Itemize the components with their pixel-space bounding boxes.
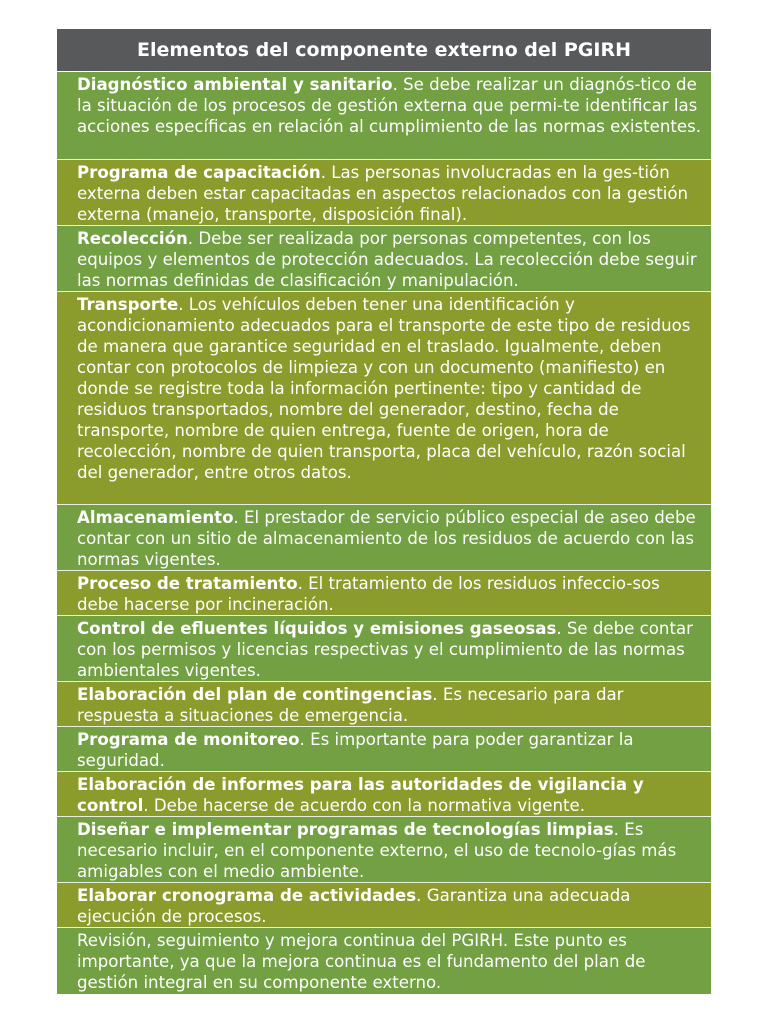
row-text: . Es importante para poder garantizar la seguridad. bbox=[77, 730, 634, 770]
row-text: . Los vehículos deben tener una identificación y acondicionamiento adecuados para el transporte de este tipo de residuos de manera que garantice seguridad en el traslado. Igualmente, deben contar con protocolos de limpieza y con un documento (manifiesto) en donde se registre toda la información pertinente: tipo y cantidad de residuos transportados, nombre del generador, destino, fecha de transporte, nombre de quien entrega, fuente de origen, hora de recolección, nombre de quien transporta, placa del vehículo, razón social del generador, entre otros datos. bbox=[77, 295, 691, 482]
table-header: Elementos del componente externo del PGIRH bbox=[57, 29, 711, 72]
table-row bbox=[57, 292, 711, 505]
row-text: . Debe ser realizada por personas competentes, con los equipos y elementos de protección adecuados. La recolección debe seguir las normas definidas de clasificación y manipulación. bbox=[77, 229, 697, 290]
row-term: Almacenamiento bbox=[77, 508, 234, 527]
row-term: Recolección bbox=[77, 229, 188, 248]
table-row bbox=[57, 571, 711, 616]
table-row bbox=[57, 772, 711, 817]
table-row bbox=[57, 616, 711, 682]
row-term: Elaboración del plan de contingencias bbox=[77, 685, 433, 704]
table-row bbox=[57, 226, 711, 292]
row-term: Proceso de tratamiento bbox=[77, 574, 298, 593]
table-row bbox=[57, 928, 711, 994]
table-row bbox=[57, 682, 711, 727]
row-term: Diseñar e implementar programas de tecnologías limpias bbox=[77, 820, 614, 839]
row-text: . Es necesario incluir, en el componente externo, el uso de tecnolo-gías más amigables con el medio ambiente. bbox=[77, 820, 677, 881]
row-term: Programa de monitoreo bbox=[77, 730, 300, 749]
table-row bbox=[57, 883, 711, 928]
pgirh-table bbox=[57, 29, 711, 994]
row-term: Control de efluentes líquidos y emisiones gaseosas bbox=[77, 619, 557, 638]
table-row bbox=[57, 505, 711, 571]
row-text: . Debe hacerse de acuerdo con la normativa vigente. bbox=[143, 796, 586, 815]
row-text: . Las personas involucradas en la ges-tión externa deben estar capacitadas en aspectos relacionados con la gestión externa (manejo, transporte, disposición final). bbox=[77, 163, 689, 224]
row-text: . El prestador de servicio público especial de aseo debe contar con un sitio de almacenamiento de los residuos de acuerdo con las normas vigentes. bbox=[77, 508, 696, 569]
row-term: Programa de capacitación bbox=[77, 163, 321, 182]
table-row bbox=[57, 160, 711, 226]
row-text: . Se debe realizar un diagnós-tico de la situación de los procesos de gestión externa que permi-te identificar las acciones específicas en relación al cumplimiento de las normas existentes. bbox=[77, 75, 702, 136]
row-text: . El tratamiento de los residuos infeccio-sos debe hacerse por incineración. bbox=[77, 574, 660, 614]
row-term: Transporte bbox=[77, 295, 179, 314]
row-text: . Garantiza una adecuada ejecución de procesos. bbox=[77, 886, 631, 926]
row-term: Elaboración de informes para las autoridades de vigilancia y control bbox=[77, 775, 644, 815]
row-term: Diagnóstico ambiental y sanitario bbox=[77, 75, 393, 94]
row-term: Elaborar cronograma de actividades bbox=[77, 886, 417, 905]
table-row bbox=[57, 727, 711, 772]
row-text: Revisión, seguimiento y mejora continua del PGIRH. Este punto es importante, ya que la mejora continua es el fundamento del plan de gestión integral en su componente externo. bbox=[77, 931, 646, 992]
table-row bbox=[57, 72, 711, 160]
table-row bbox=[57, 817, 711, 883]
row-text: . Es necesario para dar respuesta a situaciones de emergencia. bbox=[77, 685, 624, 725]
row-text: . Se debe contar con los permisos y licencias respectivas y el cumplimiento de las normas ambientales vigentes. bbox=[77, 619, 693, 680]
